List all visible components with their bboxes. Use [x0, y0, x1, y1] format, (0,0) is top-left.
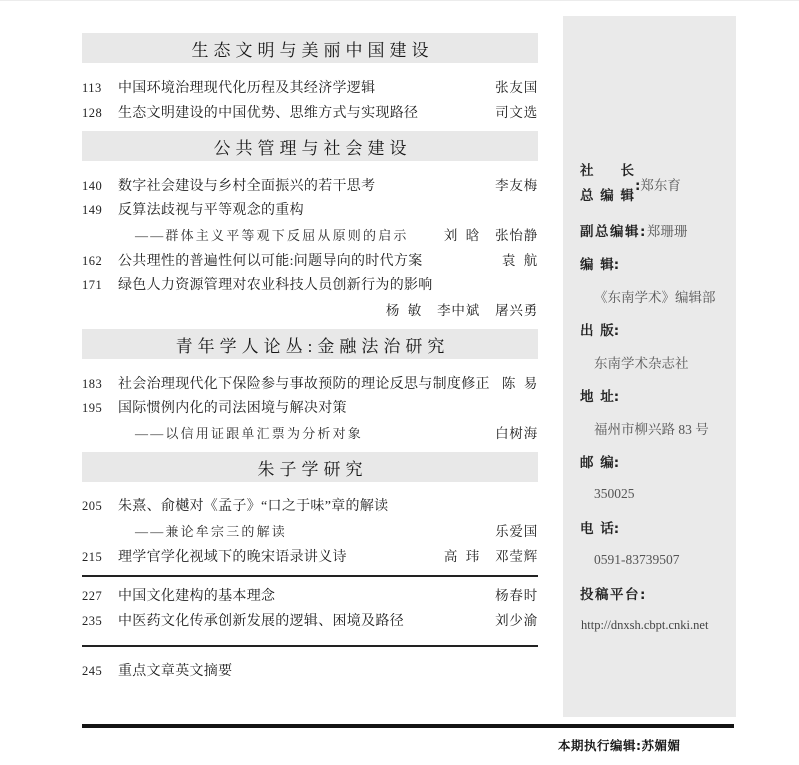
section-rows: [82, 371, 538, 446]
postcode-value: 350025: [594, 485, 635, 501]
editor-label: 编 辑:: [580, 256, 620, 273]
entry-authors: 乐爱国: [495, 524, 538, 539]
postcode-label: 邮 编:: [580, 454, 620, 471]
phone-value-line: [580, 543, 730, 576]
submission-platform-label: 投稿平台:: [580, 586, 647, 603]
chief-editor-label: 总 编 辑: [580, 188, 634, 204]
section-rows: [82, 75, 538, 125]
toc-entry: [82, 100, 538, 125]
submission-platform-value-line: [580, 609, 730, 642]
entry-title: 数字社会建设与乡村全面振兴的若干思考: [118, 179, 376, 194]
journal-info-sidebar: [563, 16, 736, 717]
toc-entry: [82, 173, 538, 198]
entry-page-number: 171: [82, 278, 103, 292]
entry-title: 公共理性的普遍性何以可能:问题导向的时代方案: [118, 254, 423, 269]
entry-authors: 白树海: [495, 426, 538, 441]
toc-entry: [82, 75, 538, 100]
address-value-line: [580, 411, 730, 444]
entry-subtitle: ——兼论牟宗三的解读: [135, 524, 288, 539]
editor-label-line: [580, 246, 730, 279]
entry-authors: 陈 易: [501, 376, 538, 391]
entry-authors: 袁 航: [501, 253, 538, 268]
entry-page-number: 227: [82, 589, 103, 603]
toc-entry-subtitle-row: [82, 223, 538, 248]
address-value: 福州市柳兴路 83 号: [594, 421, 709, 437]
toc-entry: [82, 659, 538, 684]
entry-title: 反算法歧视与平等观念的重构: [118, 203, 304, 218]
toc-entry: [82, 198, 538, 223]
executive-editor-note: 本期执行编辑:苏媚媚: [558, 738, 681, 753]
entry-title: 生态文明建设的中国优势、思维方式与实现路径: [118, 106, 419, 121]
postcode-value-line: [580, 477, 730, 510]
entry-title: 中国环境治理现代化历程及其经济学逻辑: [118, 81, 376, 96]
entry-title: 中医药文化传承创新发展的逻辑、困境及路径: [118, 614, 404, 629]
deputy-editor-name: 郑珊珊: [646, 223, 688, 239]
entry-page-number: 195: [82, 401, 103, 415]
leadership-labels: [580, 159, 634, 209]
entry-subtitle: ——群体主义平等观下反屈从原则的启示: [135, 228, 409, 243]
entry-page-number: 235: [82, 614, 103, 628]
deputy-editor-label: 副总编辑:: [580, 223, 647, 240]
toc-entry: [82, 396, 538, 421]
phone-label-line: [580, 510, 730, 543]
editor-value-line: [580, 279, 730, 312]
leadership-colon: :: [635, 178, 641, 194]
leadership-value: [635, 174, 681, 194]
toc-entry: [82, 248, 538, 273]
toc-section-ecology: [82, 33, 538, 125]
toc-entry-subtitle-row: [82, 421, 538, 446]
entry-title: 社会治理现代化下保险参与事故预防的理论反思与制度修正: [118, 377, 490, 392]
toc-entry: [82, 608, 538, 633]
entry-page-number: 140: [82, 179, 103, 193]
entry-page-number: 245: [82, 664, 103, 678]
publisher-label-line: [580, 312, 730, 345]
entry-title: 重点文章英文摘要: [118, 664, 233, 679]
entry-title: 绿色人力资源管理对农业科技人员创新行为的影响: [118, 278, 433, 293]
address-label-line: [580, 378, 730, 411]
page-bottom-rule: [82, 724, 734, 728]
entry-authors: 张友国: [495, 80, 538, 95]
toc-section-public-management: [82, 131, 538, 323]
entry-title: 理学官学化视域下的晚宋语录讲义诗: [118, 550, 347, 565]
entry-authors: 高 玮 邓莹辉: [443, 549, 538, 564]
section-header: 朱子学研究: [82, 452, 538, 482]
entry-page-number: 205: [82, 499, 103, 513]
toc-entry-subtitle-row: [82, 519, 538, 544]
entry-authors: 刘 晗 张怡静: [443, 228, 538, 243]
entry-page-number: 162: [82, 254, 103, 268]
entry-authors: 李友梅: [495, 178, 538, 193]
director-label: 社 长: [580, 163, 634, 179]
section-header: 青年学人论丛:金融法治研究: [82, 329, 538, 359]
postcode-label-line: [580, 444, 730, 477]
publisher-value: 东南学术杂志社: [594, 355, 689, 371]
submission-platform-label-line: [580, 576, 730, 609]
section-rows: [82, 494, 538, 569]
publisher-value-line: [580, 345, 730, 378]
toc-column: [82, 33, 538, 690]
toc-entry: [82, 494, 538, 519]
publisher-label: 出 版:: [580, 322, 620, 339]
editor-value: 《东南学术》编辑部: [594, 289, 716, 305]
final-row-group: [82, 659, 538, 684]
submission-platform-url: http://dnxsh.cbpt.cnki.net: [581, 618, 709, 632]
section-rows: [82, 173, 538, 323]
entry-title: 国际惯例内化的司法困境与解决对策: [118, 401, 347, 416]
deputy-editor-line: [580, 213, 730, 246]
ungrouped-rows: [82, 583, 538, 633]
section-header: 生态文明与美丽中国建设: [82, 33, 538, 63]
entry-title: 朱熹、俞樾对《孟子》“口之于味”章的解读: [118, 499, 389, 514]
toc-entry: [82, 273, 538, 298]
entry-authors: 司文选: [495, 105, 538, 120]
toc-section-zhuzi-studies: [82, 452, 538, 569]
entry-page-number: 128: [82, 106, 103, 120]
section-header: 公共管理与社会建设: [82, 131, 538, 161]
address-label: 地 址:: [580, 388, 620, 405]
entry-page-number: 149: [82, 203, 103, 217]
entry-authors: 杨 敏 李中斌 屠兴勇: [385, 303, 538, 318]
entry-authors: 刘少渝: [495, 613, 538, 628]
toc-entry-authors-row: [82, 298, 538, 323]
toc-entry: [82, 544, 538, 569]
entry-page-number: 183: [82, 377, 103, 391]
thin-divider: [82, 575, 538, 577]
phone-label: 电 话:: [580, 520, 620, 537]
entry-page-number: 113: [82, 81, 102, 95]
leadership-block: [580, 159, 730, 209]
entry-page-number: 215: [82, 550, 103, 564]
toc-entry: [82, 371, 538, 396]
phone-value: 0591-83739507: [594, 551, 680, 567]
leadership-name: 郑东育: [640, 178, 681, 193]
toc-entry: [82, 583, 538, 608]
toc-section-young-scholars: [82, 329, 538, 446]
entry-subtitle: ——以信用证跟单汇票为分析对象: [135, 426, 364, 441]
thin-divider: [82, 645, 538, 647]
entry-authors: 杨春时: [495, 588, 538, 603]
entry-title: 中国文化建构的基本理念: [118, 589, 276, 604]
